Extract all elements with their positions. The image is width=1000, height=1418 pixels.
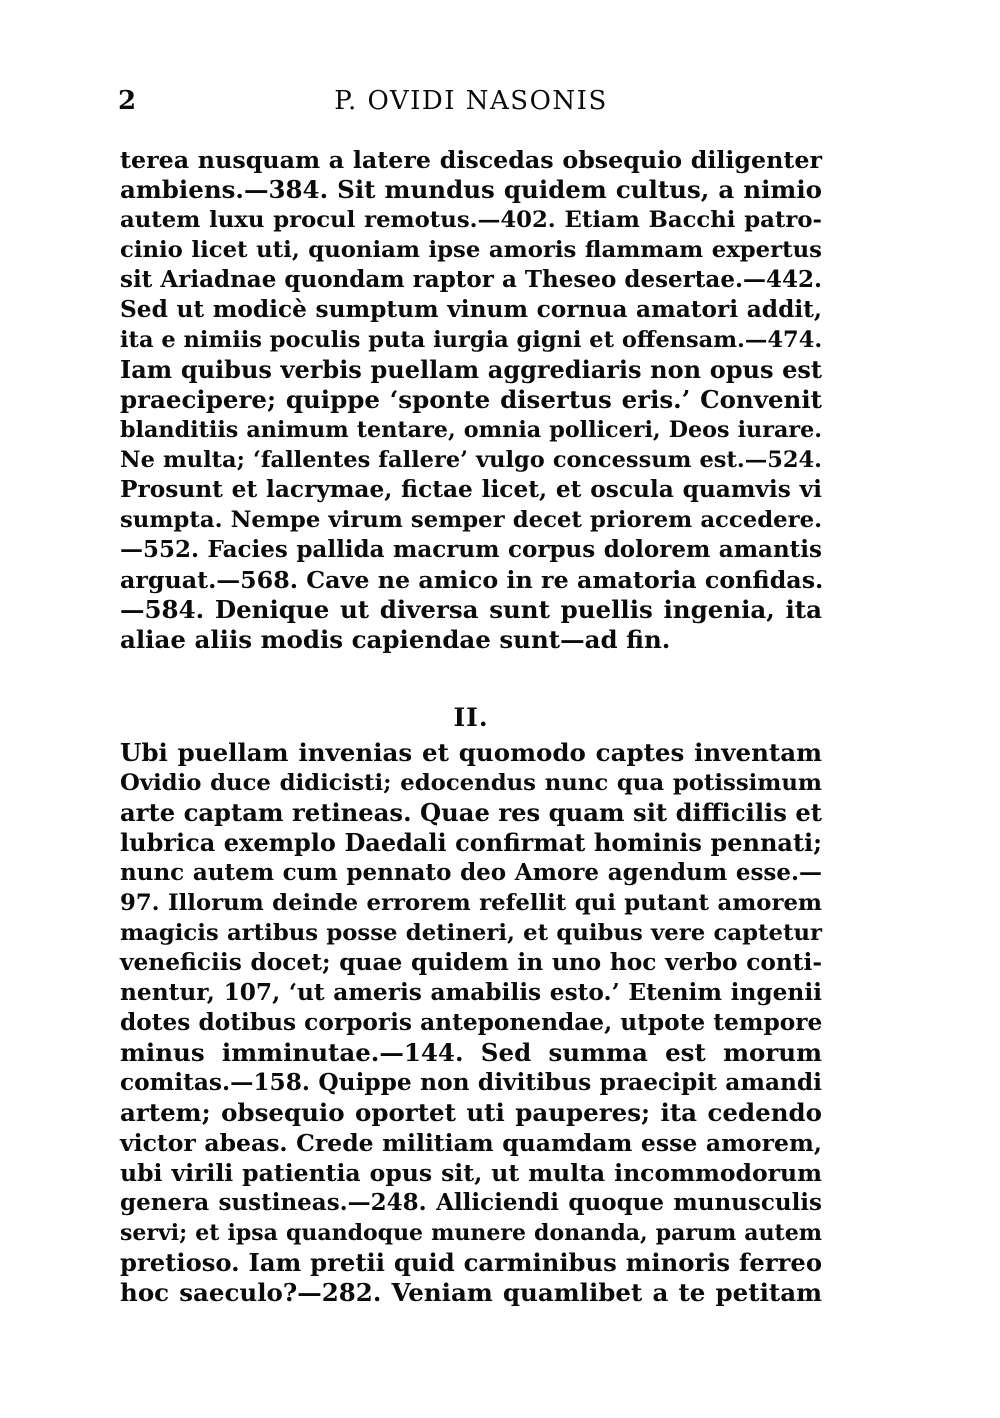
text-line: Ubi puellam invenias et quomodo captes inventam [120,738,822,767]
argument-paragraph-2 [120,738,822,1308]
text-line: servi; et ipsa quandoque munere donanda, parum autem [120,1220,822,1246]
text-line: Sed ut modicè sumptum vinum cornua amatori addit, [120,296,822,323]
page-title: P. OVIDI NASONIS [334,86,608,116]
text-line: —584. Denique ut diversa sunt puellis ingenia, ita [120,595,822,624]
text-line: dotes dotibus corporis anteponendae, utpote tempore [120,1009,823,1036]
text-line: 97. Illorum deinde errorem refellit qui putant amorem [120,890,822,916]
text-line: nentur, 107, ‘ut ameris amabilis esto.’ Etenim ingenii [120,979,822,1006]
text-line: Ne multa; ‘fallentes fallere’ vulgo concessum est.—524. [120,447,822,473]
text-line: pretioso. Iam pretii quid carminibus minoris ferreo [120,1248,822,1277]
text-line: Ovidio duce didicisti; edocendus nunc qua potissimum [120,770,822,796]
text-line: sit Ariadnae quondam raptor a Theseo desertae.—442. [120,266,822,293]
text-line: ubi virili patientia opus sit, ut multa incommodorum [120,1159,822,1187]
section-heading: II. [453,703,489,732]
argument-paragraph-1 [120,145,822,655]
text-line: autem luxu procul remotus.—402. Etiam Bacchi patro- [120,207,822,233]
text-line: comitas.—158. Quippe non divitibus praecipit amandi [120,1069,822,1096]
text-line: praecipere; quippe ‘sponte disertus eris.’ Convenit [120,385,822,414]
text-line: —552. Facies pallida macrum corpus dolorem amantis [120,536,822,563]
text-line: arguat.—568. Cave ne amico in re amatoria confidas. [120,566,824,594]
text-line: Prosunt et lacrymae, fictae licet, et oscula quamvis vi [120,476,822,503]
text-line: aliae aliis modis capiendae sunt—ad fin. [120,625,671,654]
text-line: terea nusquam a latere discedas obsequio diligenter [120,146,822,174]
text-line: arte captam retineas. Quae res quam sit difficilis et [120,798,822,827]
text-line: cinio licet uti, quoniam ipse amoris flammam expertus [120,237,822,263]
running-head [118,86,824,122]
text-line: magicis artibus posse detineri, et quibus vere captetur [120,920,822,946]
page-number: 2 [118,86,138,116]
text-line: lubrica exemplo Daedali confirmat hominis pennati; [120,828,822,857]
text-line: Iam quibus verbis puellam aggrediaris non opus est [120,355,822,384]
text-line: ambiens.—384. Sit mundus quidem cultus, a nimio [120,175,822,204]
text-line: blanditiis animum tentare, omnia polliceri, Deos iurare. [120,417,822,443]
text-line: nunc autem cum pennato deo Amore agendum esse.— [120,859,822,886]
text-line: artem; obsequio oportet uti pauperes; ita cedendo [120,1098,822,1127]
text-line: minus imminutae.—144. Sed summa est morum [120,1038,822,1067]
text-line: hoc saeculo?—282. Veniam quamlibet a te petitam [120,1278,822,1307]
text-line: genera sustineas.—248. Alliciendi quoque munusculis [120,1189,822,1216]
text-line: victor abeas. Crede militiam quamdam esse amorem, [120,1129,822,1157]
text-line: veneficiis docet; quae quidem in uno hoc verbo conti- [120,949,822,976]
text-line: ita e nimiis poculis puta iurgia gigni et offensam.—474. [120,327,823,353]
text-line: sumpta. Nempe virum semper decet priorem accedere. [120,507,822,533]
